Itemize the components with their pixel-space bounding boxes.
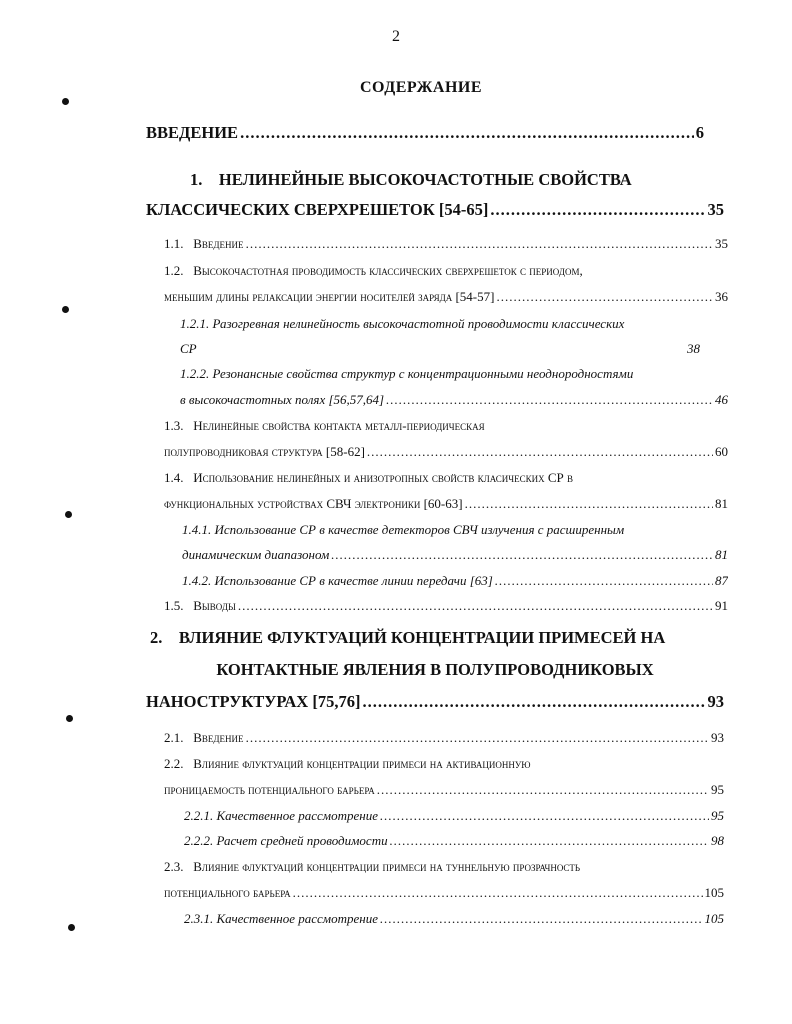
toc-entry-page: 93 — [711, 730, 724, 745]
toc-chapter-2-line2[interactable]: КОНТАКТНЫЕ ЯВЛЕНИЯ В ПОЛУПРОВОДНИКОВЫХ — [216, 660, 654, 679]
toc-entry-page: 91 — [715, 598, 728, 613]
toc-entry-page: 35 — [707, 200, 724, 219]
toc-subsection-2-2-1[interactable] — [184, 808, 724, 824]
toc-chapter-1[interactable] — [146, 200, 724, 220]
toc-entry-label: проницаемость потенциального барьера — [164, 782, 375, 797]
toc-subsection-2-3-1[interactable] — [184, 911, 724, 927]
toc-entry-page: 46 — [715, 392, 728, 407]
toc-subsection-1-2-2[interactable] — [180, 392, 728, 408]
toc-entry-page: 95 — [711, 782, 724, 797]
toc-entry-label: 2.3.1. Качественное рассмотрение — [184, 911, 378, 926]
toc-section-1-4-line1[interactable]: 1.4. Использование нелинейных и анизотропных свойств класических СР в — [164, 470, 574, 485]
dot-leader — [377, 782, 709, 798]
toc-entry-page: 38 — [687, 341, 700, 356]
toc-entry-label: 1.4.2. Использование СР в качестве линии передачи [63] — [182, 573, 493, 588]
toc-entry-label: полупроводниковая структура [58-62] — [164, 444, 365, 459]
dot-leader — [490, 200, 705, 220]
toc-entry-page: 35 — [715, 236, 728, 251]
toc-chapter-2-line1[interactable]: 2. ВЛИЯНИЕ ФЛУКТУАЦИЙ КОНЦЕНТРАЦИИ ПРИМЕСЕЙ НА — [150, 628, 666, 647]
toc-subsection-1-2-2-line1[interactable]: 1.2.2. Резонансные свойства структур с концентрационными неоднородностями — [180, 366, 634, 381]
toc-entry-page: 105 — [704, 911, 724, 926]
toc-section-2-3[interactable] — [164, 885, 724, 901]
toc-entry-page: 36 — [715, 289, 728, 304]
toc-section-2-3-line1[interactable]: 2.3. Влияние флуктуаций концентрации примеси на туннельную прозрачность — [164, 859, 581, 874]
toc-section-1-5[interactable] — [164, 598, 728, 614]
dot-leader — [390, 833, 709, 849]
toc-entry-label: в высокочастотных полях [56,57,64] — [180, 392, 385, 407]
dot-leader — [238, 598, 713, 614]
toc-chapter-2[interactable] — [146, 692, 724, 712]
dot-leader — [367, 444, 713, 460]
toc-section-2-1[interactable] — [164, 730, 724, 746]
toc-entry-label: 1.1. Введение — [164, 236, 244, 251]
dot-leader — [293, 885, 703, 901]
dot-leader — [331, 547, 713, 563]
dot-leader — [386, 392, 713, 408]
toc-section-1-2[interactable] — [164, 289, 728, 305]
toc-entry-label: СР — [180, 341, 197, 356]
toc-subsection-1-2-1-line1[interactable]: 1.2.1. Разогревная нелинейность высокочастотной проводимости классических — [180, 316, 625, 331]
page-number: 2 — [392, 28, 400, 45]
toc-entry-page: 98 — [711, 833, 724, 848]
toc-subsection-2-2-2[interactable] — [184, 833, 724, 849]
toc-entry-page: 81 — [715, 547, 728, 562]
toc-entry-page: 60 — [715, 444, 728, 459]
toc-entry-label: 2.2.1. Качественное рассмотрение — [184, 808, 378, 823]
toc-section-2-2-line1[interactable]: 2.2. Влияние флуктуаций концентрации примеси на активационную — [164, 756, 531, 771]
toc-entry-page: 81 — [715, 496, 728, 511]
toc-entry-label: функциональных устройствах СВЧ электроники [60-63] — [164, 496, 463, 511]
dot-leader — [240, 123, 694, 143]
toc-chapter-1-line1[interactable]: 1. НЕЛИНЕЙНЫЕ ВЫСОКОЧАСТОТНЫЕ СВОЙСТВА — [190, 170, 632, 189]
toc-entry-page: 105 — [704, 885, 724, 900]
toc-entry-label: НАНОСТРУКТУРАХ [75,76] — [146, 692, 361, 711]
toc-section-1-3[interactable] — [164, 444, 728, 460]
toc-section-2-2[interactable] — [164, 782, 724, 798]
toc-entry-label: КЛАССИЧЕСКИХ СВЕРХРЕШЕТОК [54-65] — [146, 200, 489, 219]
dot-leader — [380, 911, 703, 927]
toc-entry-label: динамическим диапазоном — [182, 547, 330, 562]
toc-entry-label: меньшим длины релаксации энергии носителей заряда [54-57] — [164, 289, 495, 304]
punch-hole-5 — [68, 924, 75, 931]
punch-hole-3 — [65, 511, 72, 518]
toc-title: СОДЕРЖАНИЕ — [359, 79, 483, 96]
toc-entry-intro[interactable] — [146, 123, 704, 143]
dot-leader — [362, 692, 705, 712]
toc-subsection-1-4-1[interactable] — [182, 547, 728, 563]
toc-entry-page: 6 — [695, 123, 704, 142]
toc-entry-label: 2.2.2. Расчет средней проводимости — [184, 833, 388, 848]
punch-hole-1 — [62, 98, 69, 105]
toc-entry-page: 87 — [715, 573, 728, 588]
toc-entry-label: 2.1. Введение — [164, 730, 244, 745]
dot-leader — [246, 236, 713, 252]
toc-subsection-1-4-1-line1[interactable]: 1.4.1. Использование СР в качестве детекторов СВЧ излучения с расширенным — [182, 522, 625, 537]
toc-entry-label: потенциального барьера — [164, 885, 291, 900]
toc-section-1-2-line1[interactable]: 1.2. Высокочастотная проводимость классических сверхрешеток с периодом, — [164, 263, 583, 278]
punch-hole-4 — [66, 715, 73, 722]
toc-entry-page: 93 — [707, 692, 724, 711]
toc-section-1-1[interactable] — [164, 236, 728, 252]
dot-leader — [246, 730, 709, 746]
dot-leader — [465, 496, 713, 512]
punch-hole-2 — [62, 306, 69, 313]
toc-entry-label: ВВЕДЕНИЕ — [146, 123, 239, 142]
dot-leader — [380, 808, 709, 824]
dot-leader — [496, 289, 713, 305]
dot-leader — [495, 573, 713, 589]
toc-entry-page: 95 — [711, 808, 724, 823]
toc-section-1-3-line1[interactable]: 1.3. Нелинейные свойства контакта металл-периодическая — [164, 418, 485, 433]
toc-subsection-1-2-1[interactable] — [180, 341, 700, 357]
toc-entry-label: 1.5. Выводы — [164, 598, 236, 613]
toc-section-1-4[interactable] — [164, 496, 728, 512]
toc-subsection-1-4-2[interactable] — [182, 573, 728, 589]
